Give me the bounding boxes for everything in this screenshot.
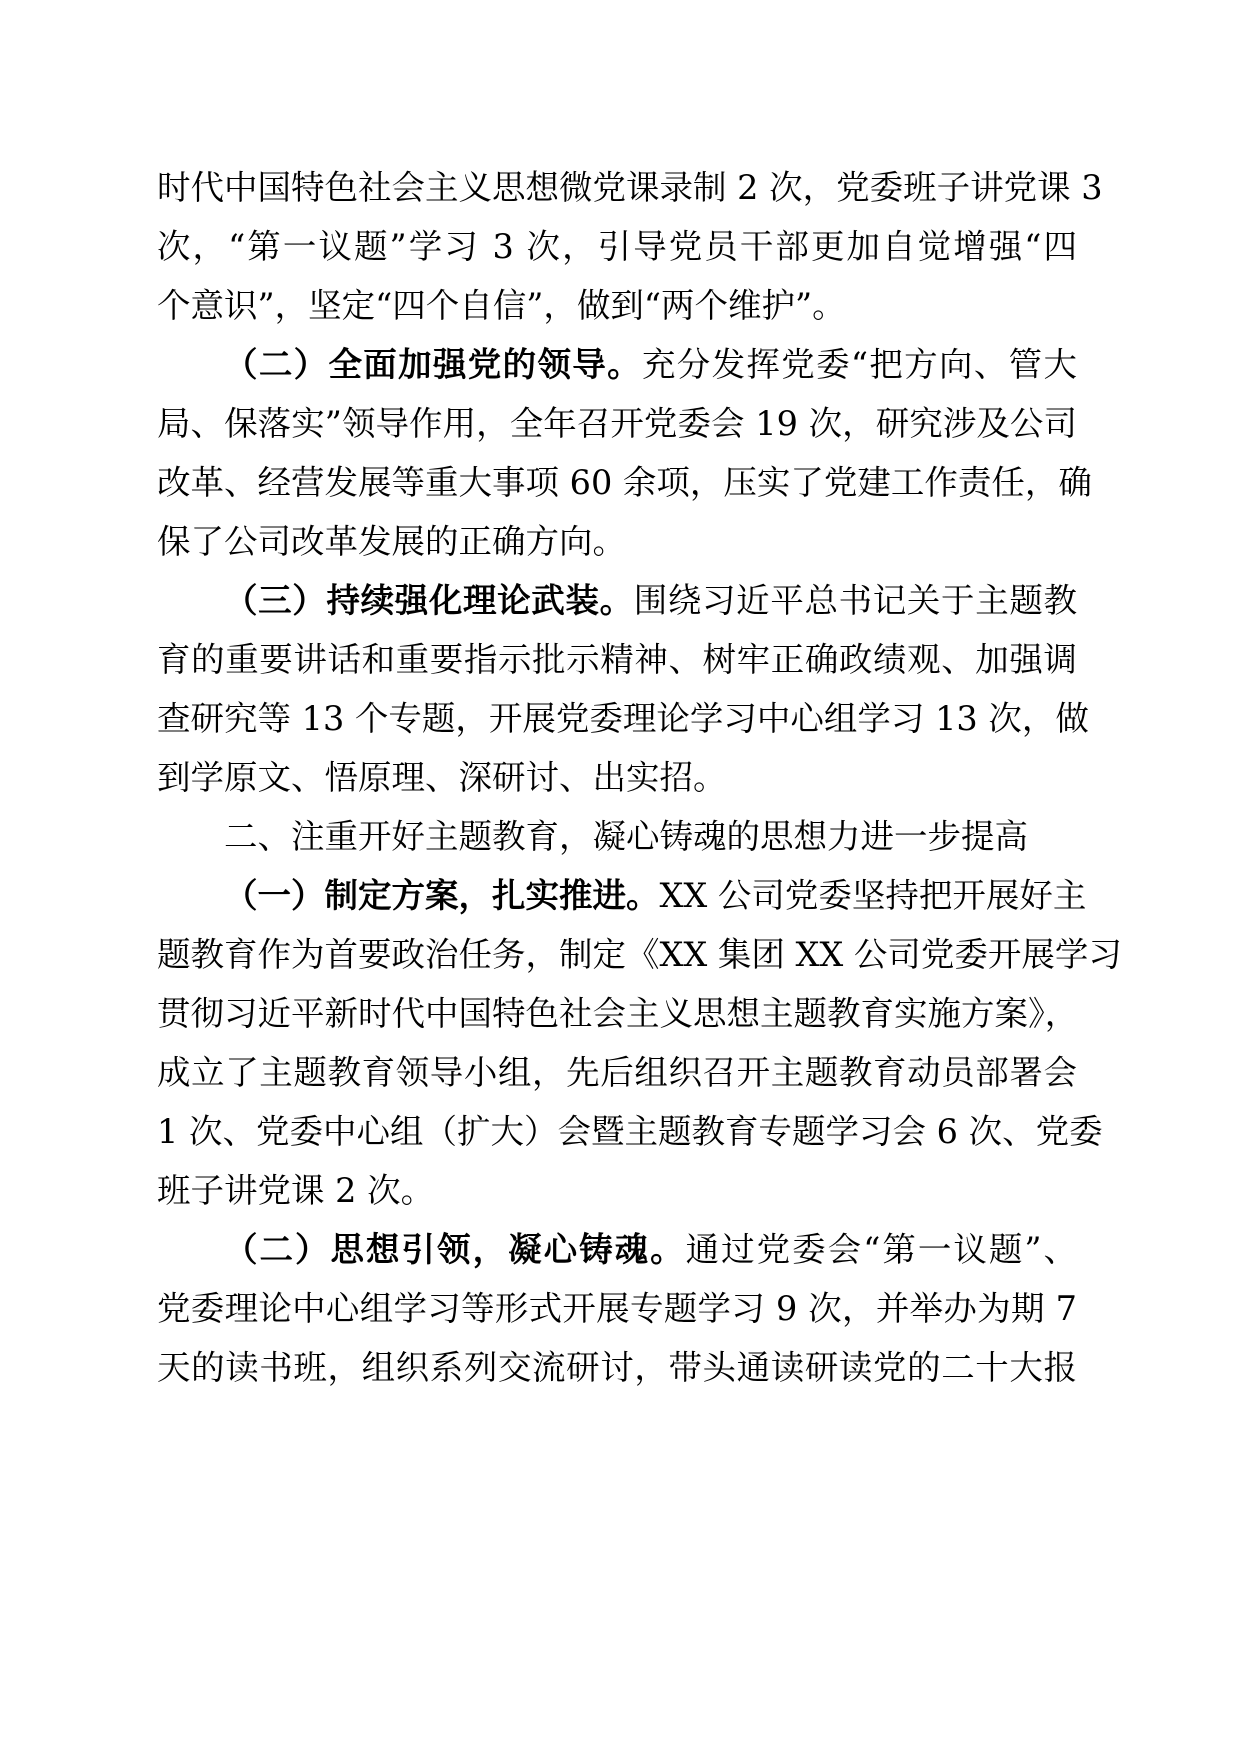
section-marker: （二） — [224, 345, 329, 384]
section-marker: （二） — [224, 1230, 331, 1269]
section-marker: （三） — [224, 581, 327, 620]
text-run: 通过党委会“第一议题”、 — [685, 1230, 1077, 1269]
text-line: 题教育作为首要政治任务，制定《XX 集团 XX 公司党委开展学习 — [157, 935, 1122, 974]
text-line: 个意识”，坚定“四个自信”，做到“两个维护”。 — [157, 286, 846, 325]
text-line: 时代中国特色社会主义思想微党课录制 2 次，党委班子讲党课 3 — [157, 168, 1103, 207]
section-heading: 全面加强党的领导。 — [328, 345, 642, 384]
paragraph-lead-line — [224, 340, 1077, 390]
section-marker: （一） — [224, 876, 325, 915]
chapter-heading: 二、注重开好主题教育，凝心铸魂的思想力进一步提高 — [224, 817, 1028, 856]
paragraph-lead-line — [224, 576, 1077, 626]
text-line: 育的重要讲话和重要指示批示精神、树牢正确政绩观、加强调 — [157, 640, 1077, 679]
text-run: XX 公司党委坚持把开展好主 — [659, 876, 1087, 915]
text-line: 党委理论中心组学习等形式开展专题学习 9 次，并举办为期 7 — [157, 1289, 1077, 1328]
text-line: 班子讲党课 2 次。 — [157, 1171, 435, 1210]
text-line: 查研究等 13 个专题，开展党委理论学习中心组学习 13 次，做 — [157, 699, 1089, 738]
text-line: 次，“第一议题”学习 3 次，引导党员干部更加自觉增强“四 — [157, 227, 1077, 266]
text-run: 充分发挥党委“把方向、管大 — [641, 345, 1077, 384]
section-heading: 制定方案，扎实推进。 — [324, 876, 660, 915]
text-line: 保了公司改革发展的正确方向。 — [157, 522, 626, 561]
text-line: 局、保落实”领导作用，全年召开党委会 19 次，研究涉及公司 — [157, 404, 1077, 443]
paragraph-lead-line — [224, 1225, 1077, 1275]
text-line: 到学原文、悟原理、深研讨、出实招。 — [157, 758, 727, 797]
text-line: 天的读书班，组织系列交流研讨，带头通读研读党的二十大报 — [157, 1348, 1077, 1387]
text-line: 1 次、党委中心组（扩大）会暨主题教育专题学习会 6 次、党委 — [157, 1112, 1103, 1151]
section-heading: 思想引领，凝心铸魂。 — [330, 1230, 686, 1269]
text-line: 成立了主题教育领导小组，先后组织召开主题教育动员部署会 — [157, 1053, 1077, 1092]
text-line: 贯彻习近平新时代中国特色社会主义思想主题教育实施方案》， — [157, 994, 1079, 1033]
text-run: 围绕习近平总书记关于主题教 — [633, 581, 1077, 620]
text-line: 改革、经营发展等重大事项 60 余项，压实了党建工作责任，确 — [157, 463, 1092, 502]
section-heading: 持续强化理论武装。 — [326, 581, 634, 620]
paragraph-lead-line — [224, 871, 1087, 921]
